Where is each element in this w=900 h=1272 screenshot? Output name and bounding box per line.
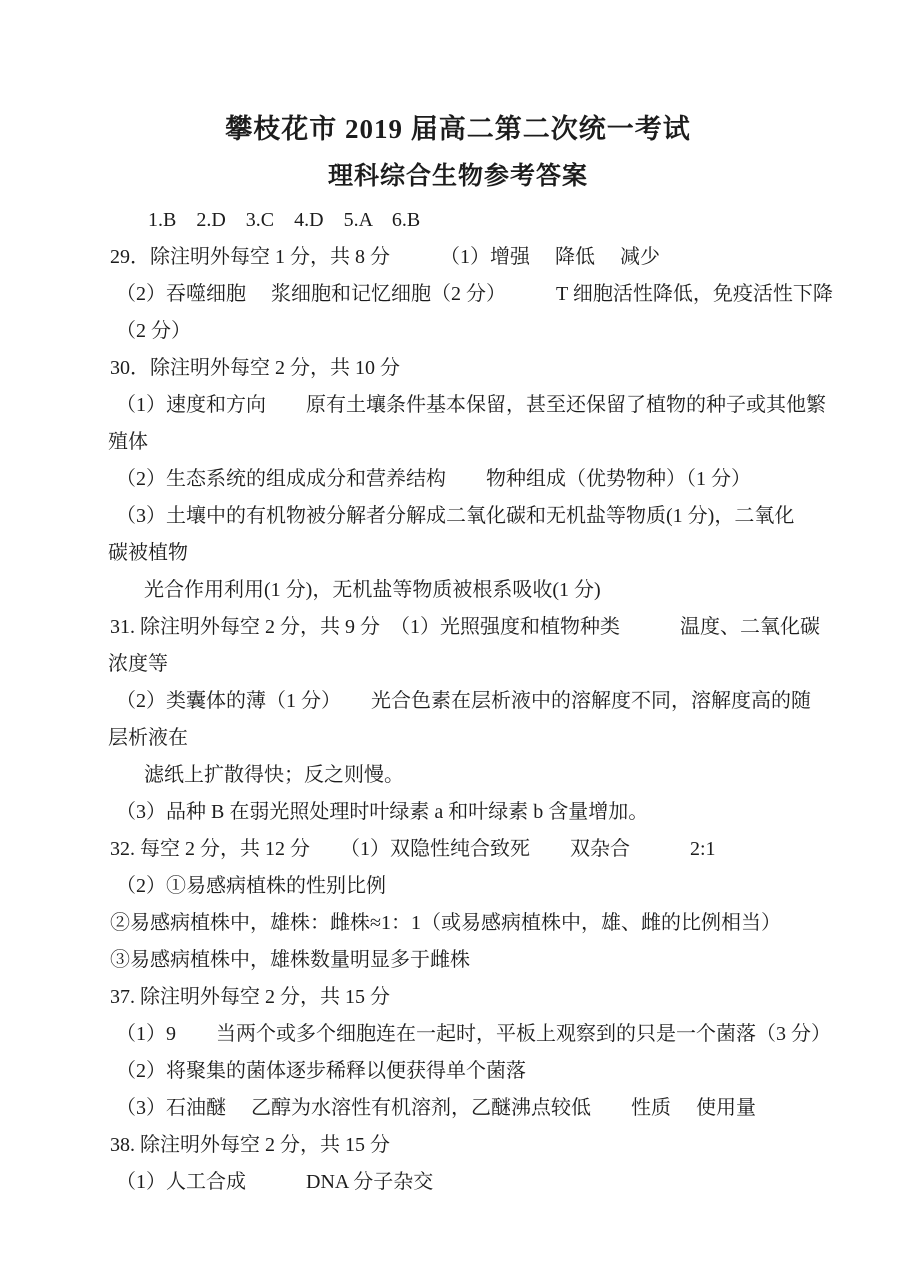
answer-line-q32: 32. 每空 2 分，共 12 分 （1）双隐性纯合致死 双杂合 2:1 [110, 838, 716, 860]
answer-line-q31-2-cont2: 滤纸上扩散得快；反之则慢。 [144, 764, 404, 786]
answer-line-q31-2-cont: 层析液在 [108, 727, 188, 749]
answer-line-q37-2: （2）将聚集的菌体逐步稀释以便获得单个菌落 [116, 1060, 526, 1082]
answer-line-q32-2-2: ②易感病植株中，雄株：雌株≈1：1（或易感病植株中，雄、雌的比例相当） [110, 912, 781, 934]
answer-line-q29-2-cont: （2 分） [116, 320, 191, 342]
answer-body [108, 202, 833, 1201]
answer-line-q31-3: （3）品种 B 在弱光照处理时叶绿素 a 和叶绿素 b 含量增加。 [116, 801, 649, 823]
answer-line-q32-2-3: ③易感病植株中，雄株数量明显多于雌株 [110, 949, 470, 971]
answer-line-q30: 30．除注明外每空 2 分，共 10 分 [110, 357, 400, 379]
answer-line-q37: 37. 除注明外每空 2 分，共 15 分 [110, 986, 390, 1008]
answer-line-q29-2: （2）吞噬细胞 浆细胞和记忆细胞（2 分） T 细胞活性降低，免疫活性下降 [116, 283, 833, 305]
document-title: 攀枝花市 2019 届高二第二次统一考试 [225, 114, 691, 144]
answer-line-q30-3-cont2: 光合作用利用(1 分)，无机盐等物质被根系吸收(1 分) [144, 579, 601, 601]
answer-line-q37-1: （1）9 当两个或多个细胞连在一起时，平板上观察到的只是一个菌落（3 分） [116, 1023, 831, 1045]
answer-line-q32-2-1: （2）①易感病植株的性别比例 [116, 875, 386, 897]
answer-line-q30-2: （2）生态系统的组成成分和营养结构 物种组成（优势物种）（1 分） [116, 468, 751, 490]
answer-line-q29: 29．除注明外每空 1 分，共 8 分 （1）增强 降低 减少 [110, 246, 660, 268]
answer-line-q31-2: （2）类囊体的薄（1 分） 光合色素在层析液中的溶解度不同，溶解度高的随 [116, 690, 811, 712]
answer-line-q30-3-cont: 碳被植物 [108, 542, 188, 564]
answer-line-q38: 38. 除注明外每空 2 分，共 15 分 [110, 1134, 390, 1156]
answer-line-q30-1-cont: 殖体 [108, 431, 148, 453]
answer-line-q37-3: （3）石油醚 乙醇为水溶性有机溶剂，乙醚沸点较低 性质 使用量 [116, 1097, 756, 1119]
answer-line-q31-1-cont: 浓度等 [108, 653, 168, 675]
document-subtitle: 理科综合生物参考答案 [327, 163, 588, 190]
answer-line-q30-1: （1）速度和方向 原有土壤条件基本保留，甚至还保留了植物的种子或其他繁 [116, 394, 826, 416]
answer-line-choices: 1.B 2.D 3.C 4.D 5.A 6.B [148, 209, 421, 231]
answer-line-q38-1: （1）人工合成 DNA 分子杂交 [116, 1171, 434, 1193]
answer-line-q31: 31. 除注明外每空 2 分，共 9 分 （1）光照强度和植物种类 温度、二氧化碳 [110, 616, 820, 638]
answer-line-q30-3: （3）土壤中的有机物被分解者分解成二氧化碳和无机盐等物质(1 分)，二氧化 [116, 505, 795, 527]
